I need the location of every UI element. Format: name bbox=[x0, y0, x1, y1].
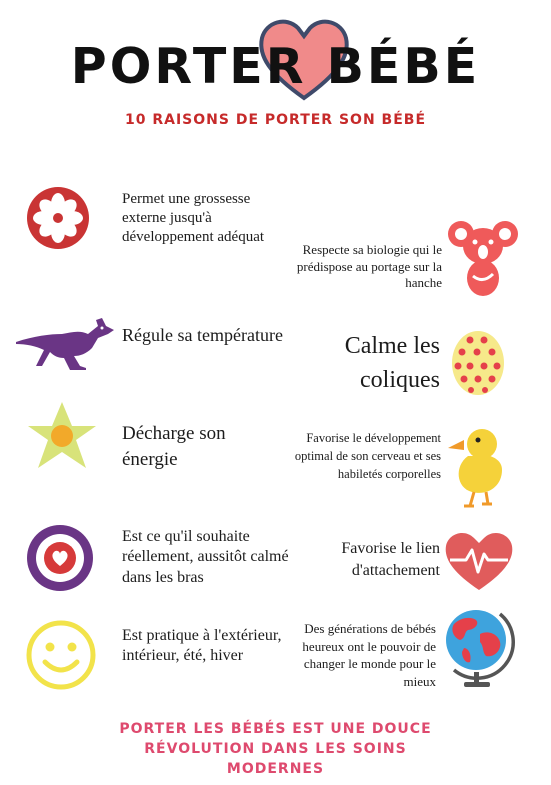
reason-text: Calme les coliques bbox=[344, 333, 440, 393]
reason-text: Est ce qu'il souhaite réellement, aussitôt calmé dans les bras bbox=[122, 528, 289, 586]
page-subtitle: 10 RAISONS DE PORTER SON BÉBÉ bbox=[124, 112, 427, 128]
globe-icon bbox=[440, 604, 516, 692]
footer-line: RÉVOLUTION DANS LES SOINS bbox=[144, 740, 407, 757]
reason-text: Favorise le lien d'attachement bbox=[341, 540, 440, 580]
heartbeat-icon bbox=[442, 528, 516, 592]
footer-message bbox=[0, 720, 551, 780]
reason-text: Favorise le développement optimal de son cerveau et ses habiletés corporelles bbox=[294, 431, 441, 481]
star-flower-icon bbox=[26, 400, 98, 472]
reason-text: Respecte sa biologie qui le prédispose au portage sur la hanche bbox=[296, 242, 442, 291]
footer-line: PORTER LES BÉBÉS EST UNE DOUCE bbox=[119, 721, 432, 737]
polka-egg-icon bbox=[450, 326, 506, 396]
reason-text: Régule sa température bbox=[122, 325, 283, 345]
reason-text: Des générations de bébés heureux ont le pouvoir de changer le monde pour le mieux bbox=[302, 621, 436, 690]
kangaroo-icon bbox=[14, 314, 118, 372]
flower-circle-icon bbox=[26, 186, 90, 250]
reason-text: Permet une grossesse externe jusqu'à développement adéquat bbox=[122, 191, 265, 246]
page-title: PORTER BÉBÉ bbox=[70, 38, 481, 95]
reason-text: Est pratique à l'extérieur, intérieur, été, hiver bbox=[122, 627, 282, 665]
smiley-icon bbox=[26, 620, 96, 690]
duckling-icon bbox=[446, 426, 506, 508]
reason-text: Décharge son énergie bbox=[122, 423, 226, 470]
target-heart-icon bbox=[26, 524, 94, 592]
footer-line: MODERNES bbox=[226, 760, 325, 777]
koala-icon bbox=[447, 218, 519, 298]
